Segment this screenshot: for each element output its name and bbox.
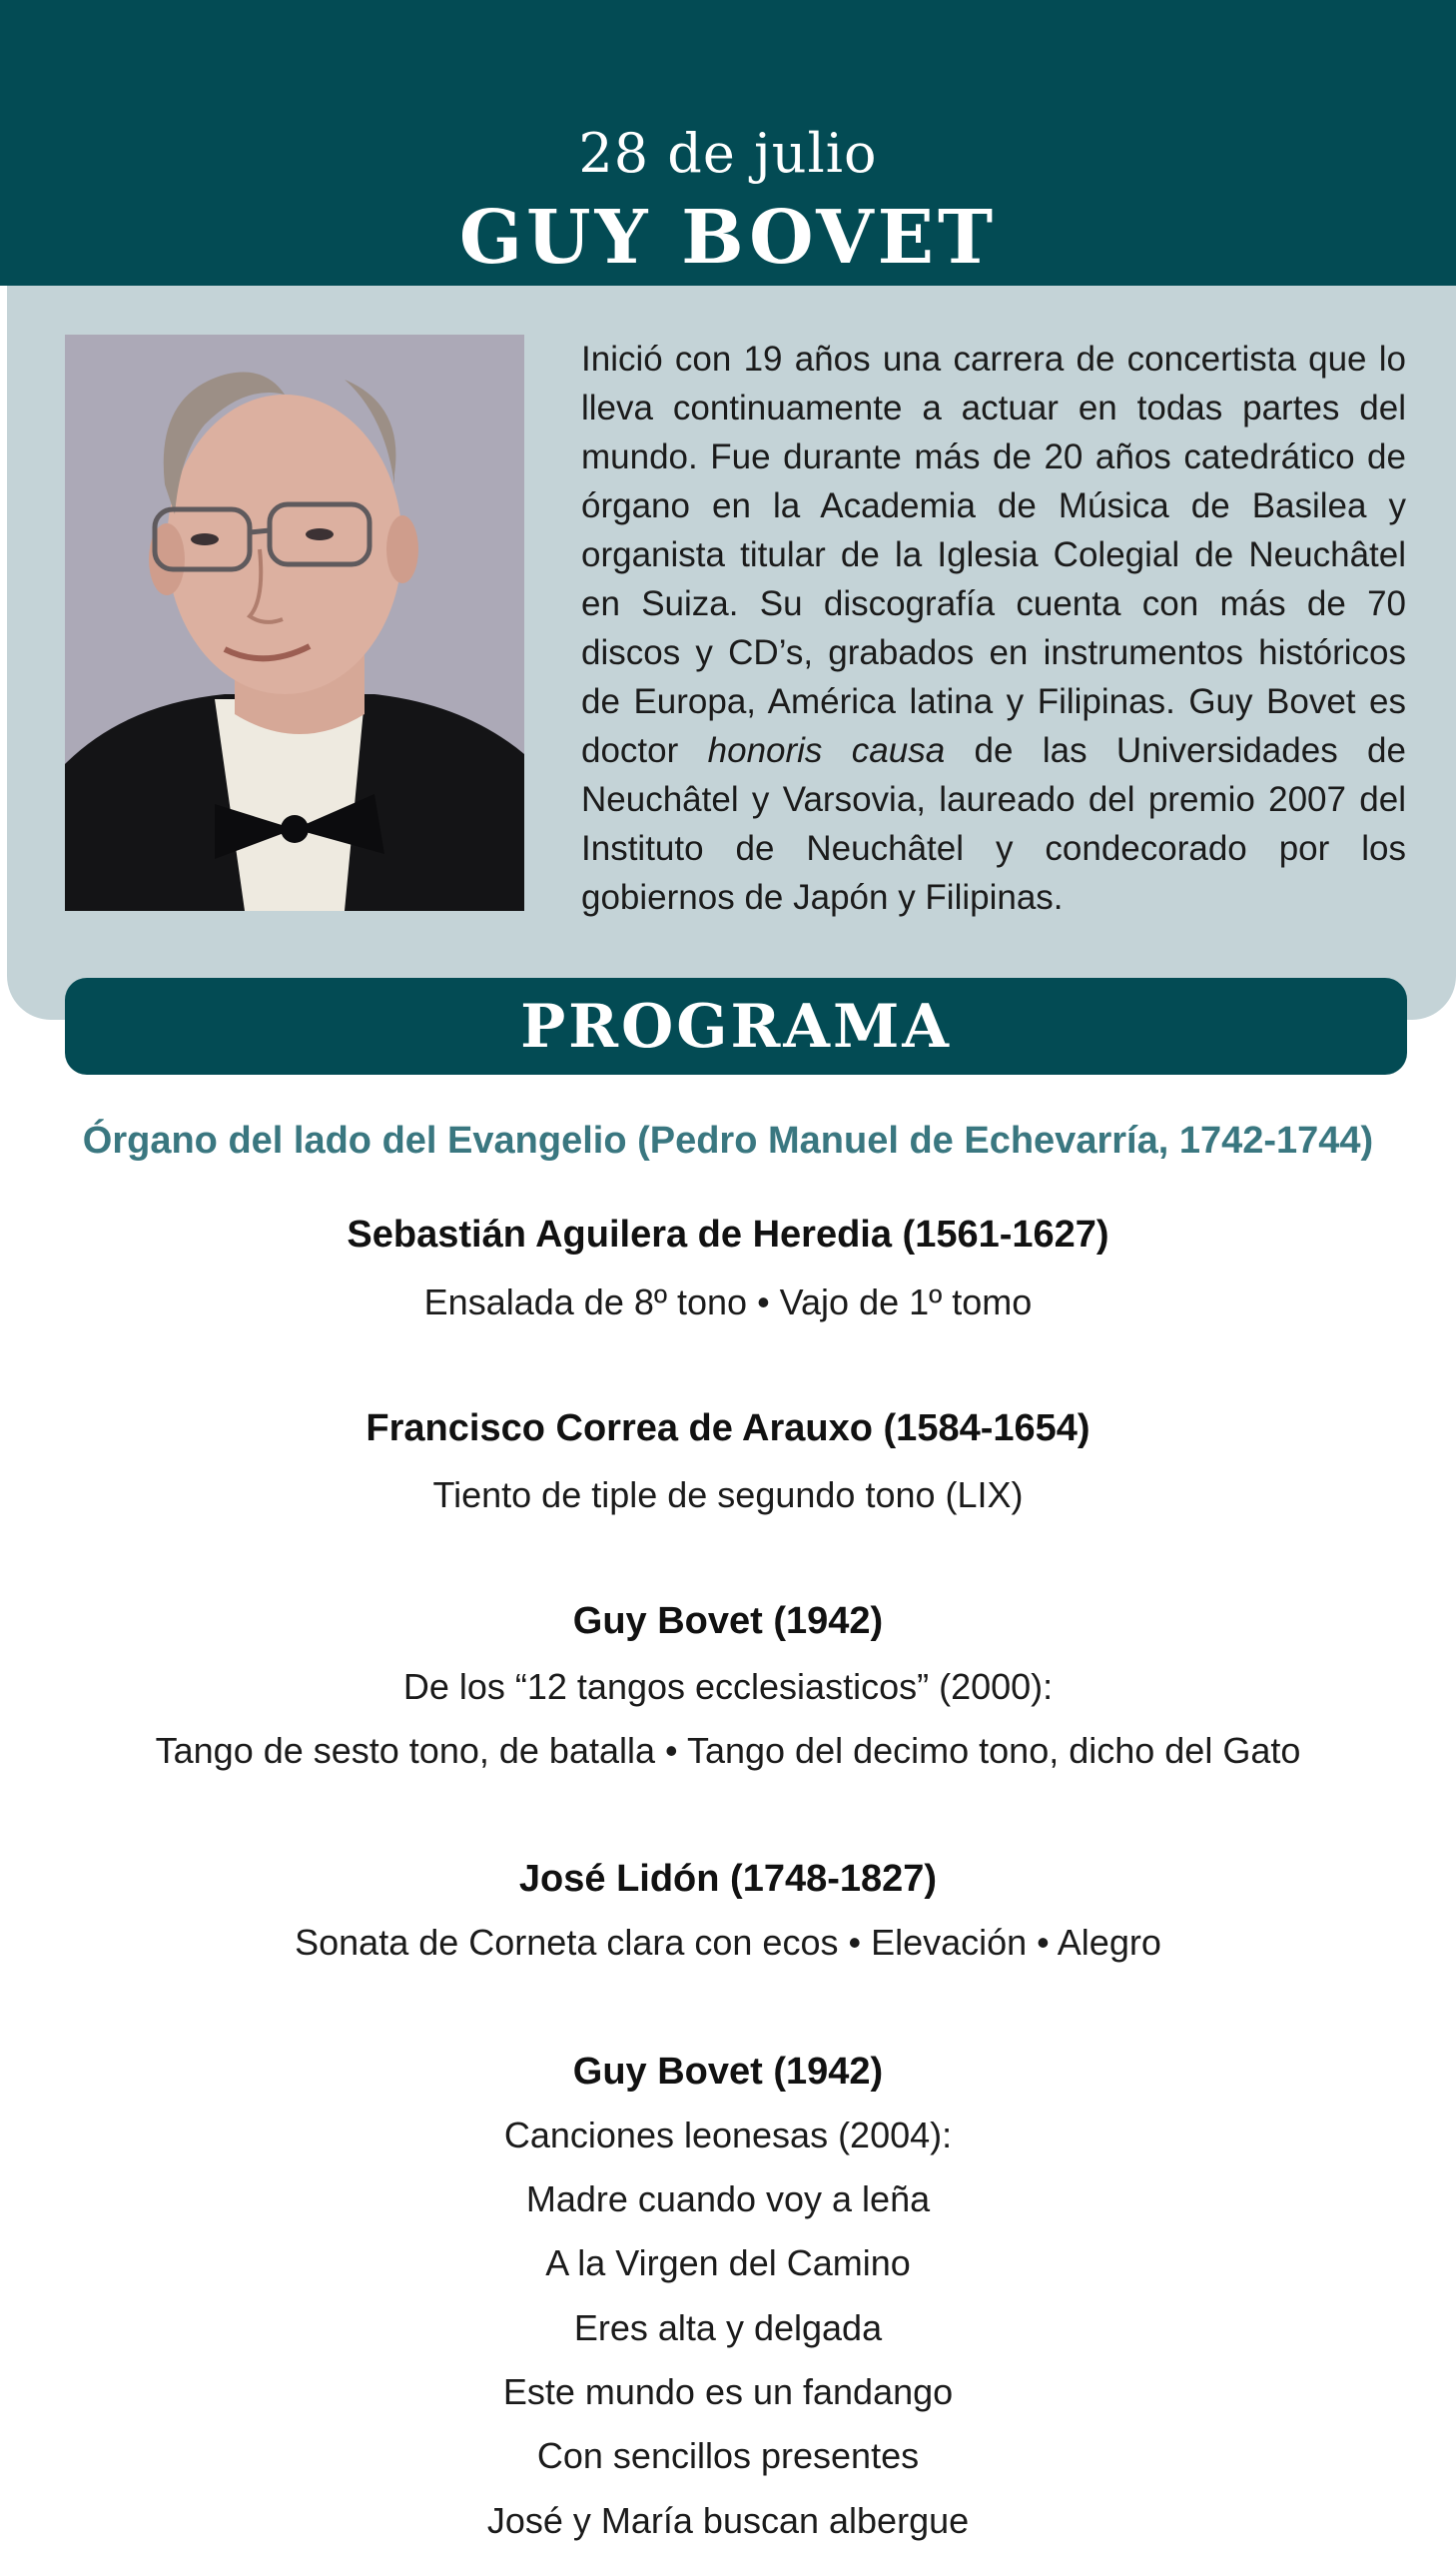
work-correa: Tiento de tiple de segundo tono (LIX) [432,1474,1024,1515]
programa-title: PROGRAMA [520,992,952,1062]
work-bovet-2-song: Eres alta y delgada [573,2307,883,2348]
composer-aguilera: Sebastián Aguilera de Heredia (1561-1627) [347,1214,1109,1256]
programa-bar [65,978,1407,1075]
composer-bovet-1: Guy Bovet (1942) [572,1600,884,1642]
bio-italic-phrase: honoris causa [707,731,946,770]
work-bovet-1-title: De los “12 tangos ecclesiasticos” (2000): [402,1666,1054,1707]
work-aguilera: Ensalada de 8º tono • Vajo de 1º tomo [423,1281,1033,1322]
bio-paragraph [581,335,1406,922]
work-bovet-1-pieces: Tango de sesto tono, de batalla • Tango del decimo tono, dicho del Gato [155,1730,1301,1771]
bio-text-start: Inició con 19 años una carrera de concertista que lo lleva continuamente a actuar en todas partes del mundo. Fue durante más de 20 años catedrático de órgano en la Academia de Música de Basilea y organista titular de la Iglesia Colegial de Neuchâtel en Suiza. Su discografía cuenta con más de 70 discos y CD’s, grabados en instrumentos históricos de Europa, América latina y Filipinas. Guy Bovet es doctor [581,340,1406,770]
work-bovet-2-song: José y María buscan albergue [486,2500,970,2541]
concert-date: 28 de julio [578,122,878,185]
work-bovet-2-title: Canciones leonesas (2004): [503,2115,953,2155]
bio-text-end: de las Universidades de Neuchâtel y Varsovia, laureado del premio 2007 del Instituto de Neuchâtel y condecorado por los gobiernos de Japón y Filipinas. [581,731,1406,917]
organ-heading: Órgano del lado del Evangelio (Pedro Manuel de Echevarría, 1742-1744) [82,1120,1374,1162]
work-bovet-2-song: Con sencillos presentes [536,2435,920,2476]
work-bovet-2-song: A la Virgen del Camino [545,2242,911,2283]
composer-correa: Francisco Correa de Arauxo (1584-1654) [365,1407,1091,1449]
portrait-illustration [65,335,524,911]
performer-name: GUY BOVET [458,195,998,281]
work-bovet-2-song: Madre cuando voy a leña [525,2178,931,2219]
performer-photo [65,335,524,911]
composer-bovet-2: Guy Bovet (1942) [572,2051,884,2093]
work-lidon: Sonata de Corneta clara con ecos • Elevación • Alegro [295,1922,1161,1963]
work-bovet-2-song: Este mundo es un fandango [502,2371,954,2412]
composer-lidon: José Lidón (1748-1827) [518,1858,938,1900]
